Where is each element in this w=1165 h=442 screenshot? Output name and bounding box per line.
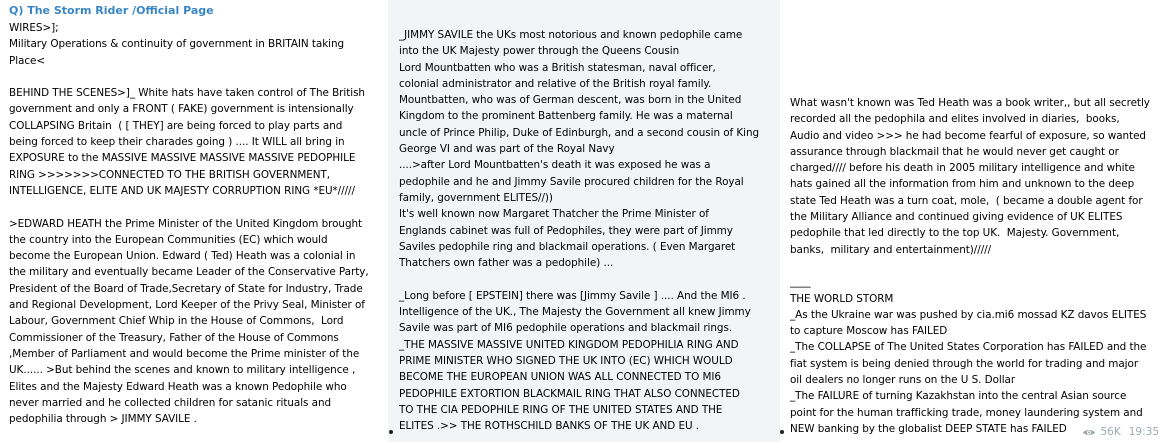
message-time: 19:35 xyxy=(1128,426,1159,438)
dot-icon xyxy=(389,430,393,434)
message-meta xyxy=(1082,426,1159,438)
message-panel-right xyxy=(780,0,1165,442)
channel-name-link[interactable]: Q) The Storm Rider /Official Page xyxy=(9,4,214,17)
message-text-column-1: WIRES>]; Military Operations & continuity of government in BRITAIN taking Place< BEHIND THE SCENES>]_ White hats have taken control of The British government and only a FRONT ( FAKE) government is intensionally COLLAPSING Britain ( [ THEY] are being forced to play parts and being forced to keep their charades going ) .... It WILL all bring in EXPOSURE to the MASSIVE MASSIVE MASSIVE MASSIVE PEDOPHILE RING >>>>>>>CONNECTED TO THE BRITISH GOVERNMENT, INTELLIGENCE, ELITE AND UK MAJESTY CORRUPTION RING *EU*///// >EDWARD HEATH the Prime Minister of the United Kingdom brought the country into the European Communities (EC) which would become the European Union. Edward ( Ted) Heath was a colonial in the military and eventually became Leader of the Conservative Party, President of the Board of Trade,Secretary of State for Industry, Trade and Regional Development, Lord Keeper of the Privy Seal, Minister of Labour, Government Chief Whip in the House of Commons, Lord Commissioner of the Treasury, Father of the House of Commons ,Member of Parliament and would become the Prime minister of the UK...... >But behind the scenes and known to military intelligence , Elites and the Majesty Edward Heath was a known Pedophile who never married and he collected children for satanic rituals and pedophilia through > JIMMY SAVILE . xyxy=(9,22,369,426)
eye-icon xyxy=(1082,428,1096,437)
dot-icon xyxy=(780,430,784,434)
message-text-column-2: _JIMMY SAVILE the UKs most notorious and known pedophile came into the UK Majesty power through the Queens Cousin Lord Mountbatten who was a British statesman, naval officer, colonial administrator and relative of the British royal family. Mountbatten, who was of German descent, was born in the United Kingdom to the prominent Battenberg family. He was a maternal uncle of Prince Philip, Duke of Edinburgh, and a second cousin of King George VI and was part of the Royal Navy ....>after Lord Mountbatten's death it was exposed he was a pedophile and he and Jimmy Savile procured children for the Royal family, government ELITES//)) It's well known now Margaret Thatcher the Prime Minister of Englands cabinet was full of Pedophiles, they were part of Jimmy Saviles pedophile ring and blackmail operations. ( Even Margaret Thatchers own father was a pedophile) ... _Long before [ EPSTEIN] there was [Jimmy Savile ] .... And the MI6 . Intelligence of the UK., The Majesty the Government all knew Jimmy Savile was part of MI6 pedophile operations and blackmail rings. _THE MASSIVE MASSIVE UNITED KINGDOM PEDOPHILIA RING AND PRIME MINISTER WHO SIGNED THE UK INTO (EC) WHICH WOULD BECOME THE EUROPEAN UNION WAS ALL CONNECTED TO MI6 PEDOPHILE EXTORTION BLACKMAIL RING THAT ALSO CONNECTED TO THE CIA PEDOPHILE RING OF THE UNITED STATES AND THE ELITES .>> THE ROTHSCHILD BANKS OF THE UK AND EU . xyxy=(399,29,760,433)
message-text-column-3: What wasn't known was Ted Heath was a book writer,, but all secretly recorded all the pedophila and elites involved in diaries, books, Audio and video >>> he had become fearful of exposure, so wanted assurance through blackmail that he would never get caught or charged//// before his death in 2005 military intelligence and white hats gained all the information from him and unknown to the deep state Ted Heath was a turn coat, mole, ( became a double agent for the Military Alliance and continued giving evidence of UK ELITES pedophile that led directly to the top UK. Majesty. Government, banks, military and entertainment)///// ____ THE WORLD STORM _As the Ukraine war was pushed by cia.mi6 mossad KZ davos ELITES to capture Moscow has FAILED _The COLLAPSE of The United States Corporation has FAILED and the fiat system is being denied through the world for trading and major oil dealers no longer runs on the U S. Dollar _The FAILURE of turning Kazakhstan into the central Asian source point for the human trafficking trade, money laundering system and NEW banking by the globalist DEEP STATE has FAILED xyxy=(790,97,1150,435)
views-count: 56K xyxy=(1100,426,1121,438)
message-panel-middle xyxy=(388,0,780,442)
message-panel-left xyxy=(0,0,388,442)
